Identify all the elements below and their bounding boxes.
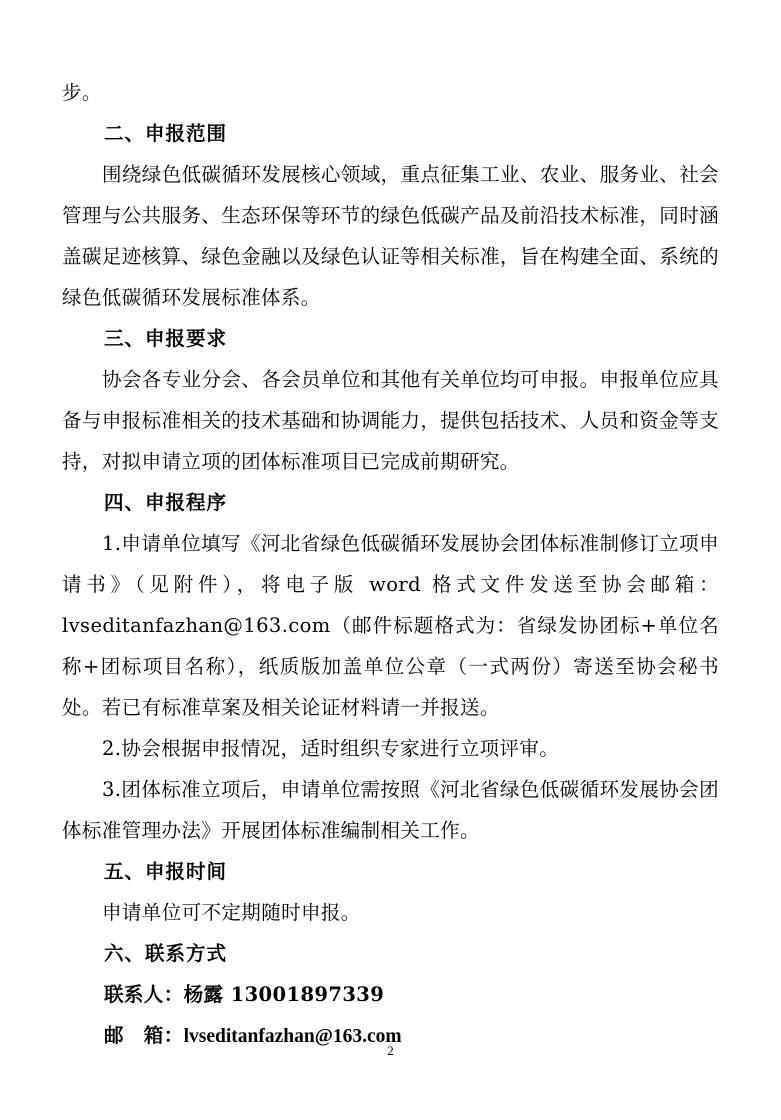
contact-person-line: [62, 974, 719, 1015]
section-heading-procedure: 四、申报程序: [104, 491, 228, 514]
section-heading-scope: 二、申报范围: [104, 122, 228, 145]
paragraph-procedure-step-1: 1.申请单位填写《河北省绿色低碳循环发展协会团体标准制修订立项申请书》（见附件），将电子版 word 格式文件发送至协会邮箱：lvseditanfazhan@163.com（邮件标题格式为：省绿发协团标+单位名称+团标项目名称），纸质版加盖单位公章（一式两份）寄送至协会秘书处。若已有标准草案及相关论证材料请一并报送。: [62, 532, 719, 719]
document-body: [62, 72, 719, 1057]
paragraph-continuation: 步。: [62, 81, 102, 104]
section-heading-contact: 六、联系方式: [104, 942, 228, 965]
paragraph-procedure-step-3: 3.团体标准立项后，申请单位需按照《河北省绿色低碳循环发展协会团体标准管理办法》开展团体标准编制相关工作。: [62, 778, 719, 842]
page-number: 2: [387, 1043, 394, 1058]
paragraph-timeline-body: 申请单位可不定期随时申报。: [102, 901, 361, 924]
paragraph-scope-body: 围绕绿色低碳循环发展核心领域，重点征集工业、农业、服务业、社会管理与公共服务、生态环保等环节的绿色低碳产品及前沿技术标准，同时涵盖碳足迹核算、绿色金融以及绿色认证等相关标准，旨在构建全面、系统的绿色低碳循环发展标准体系。: [62, 163, 719, 309]
contact-person-label: 联系人：: [104, 983, 184, 1006]
section-heading-timeline: 五、申报时间: [104, 860, 228, 883]
section-heading-requirements: 三、申报要求: [104, 327, 228, 350]
contact-email-value: lvseditanfazhan@163.com: [183, 1026, 402, 1047]
paragraph-procedure-step-2: 2.协会根据申报情况，适时组织专家进行立项评审。: [102, 737, 560, 760]
paragraph-requirements-body: 协会各专业分会、各会员单位和其他有关单位均可申报。申报单位应具备与申报标准相关的技术基础和协调能力，提供包括技术、人员和资金等支持，对拟申请立项的团体标准项目已完成前期研究。: [62, 368, 719, 473]
contact-email-label: 邮 箱：: [104, 1024, 184, 1047]
contact-person-value: 杨露 13001897339: [183, 983, 385, 1006]
